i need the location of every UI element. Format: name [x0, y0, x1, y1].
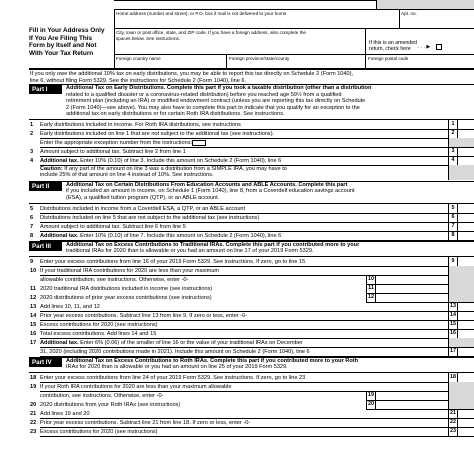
rule: [114, 9, 115, 68]
line-text-bold: Additional tax.: [40, 339, 79, 346]
line-number: 8: [30, 232, 34, 239]
amended-checkbox[interactable]: [436, 44, 442, 50]
line-box-number: 9: [448, 257, 458, 266]
line-box-number: 7: [448, 222, 458, 231]
line-box-number: 1: [448, 120, 458, 129]
amount-field[interactable]: [374, 284, 449, 293]
line-text-bold: Additional tax.: [40, 157, 79, 164]
line-text: 2020 distributions of prior year excess contributions (see instructions): [40, 294, 212, 301]
apt-field[interactable]: [401, 18, 471, 26]
line-text: Additional tax. Enter 6% (0.06) of the smaller of line 16 or the value of your traditional IRAs on December: [40, 339, 303, 346]
line-number: 2: [30, 130, 34, 137]
line-box-number: 4: [448, 156, 458, 165]
line-text: Prior year excess contributions. Subtract line 21 from line 18. If zero or less, enter -0-: [40, 419, 251, 426]
line-text: Early distributions included on line 1 that are not subject to the additional tax (see instructions).: [40, 130, 275, 137]
line-text: allowable contribution, see instructions. Otherwise, enter -0-: [40, 276, 189, 283]
amount-field[interactable]: [457, 329, 474, 338]
line-box-number: 6: [448, 213, 458, 222]
line-text: Early distributions included in income. For Roth IRA distributions, see instructions: [40, 121, 241, 128]
line-number: 9: [30, 258, 34, 265]
line-box-number: 11: [366, 284, 376, 293]
line-box-number: 8: [448, 231, 458, 240]
home-address-field[interactable]: [116, 18, 396, 26]
line-number: 23: [30, 428, 37, 435]
part1-header-line: Additional Tax on Early Distributions. Complete this part if you took a taxable distribution (other than a distribution: [66, 85, 372, 91]
line-text: If your traditional IRA contributions for 2020 are less than your maximum: [40, 267, 220, 274]
line-box-number: 13: [450, 302, 456, 309]
part2-tab: Part II: [29, 182, 62, 191]
foreign-province-label: Foreign province/state/county: [229, 56, 290, 61]
line-text: If your Roth IRA contributions for 2020 are less than your maximum allowable: [40, 383, 232, 390]
amount-field[interactable]: [374, 400, 449, 409]
line-number: 18: [30, 374, 37, 381]
line-box-number: 10: [368, 275, 374, 282]
foreign-country-label: Foreign country name: [116, 56, 161, 61]
line-box-number: 3: [448, 147, 458, 156]
line-box-number: 19: [368, 391, 374, 398]
home-address-label: Home address (number and street), or P.O. box if mail is not delivered to your home: [116, 11, 287, 16]
address-sidebar: [29, 27, 113, 57]
line-box-number: 23: [450, 427, 456, 434]
rule: [29, 119, 474, 120]
amount-field[interactable]: [457, 373, 474, 382]
line-number: 20: [30, 401, 37, 408]
line-number: 11: [30, 285, 36, 292]
line-text: Amount subject to additional tax. Subtract line 6 from line 5: [40, 223, 186, 230]
part1-tab: Part I: [29, 85, 62, 94]
line-text: 31, 2020 (including 2020 contributions made in 2021). Include this amount on Schedule 2 (Form 1040), line 6: [40, 348, 310, 355]
line-number: 19: [30, 383, 37, 390]
line-box-number: 14: [450, 311, 456, 318]
amount-field[interactable]: [374, 275, 449, 284]
amount-field[interactable]: [374, 293, 449, 302]
line-text: Prior year excess contributions. Subtract line 13 from line 9. If zero or less, enter -0-: [40, 312, 248, 319]
line-text: Add lines 19 and 20: [40, 410, 90, 417]
sidebar-line: Form by Itself and Not: [29, 42, 97, 50]
part4-tab: Part IV: [29, 358, 62, 367]
part2-header-line: Additional Tax on Certain Distributions From Education Accounts and ABLE Accounts. Complete this part: [66, 181, 348, 188]
rule: [226, 54, 227, 68]
part4-header-line: Additional Tax on Excess Contributions to Roth IRAs. Complete this part if you contributed more to your Roth: [66, 357, 359, 364]
line-number: 5: [30, 205, 34, 212]
line-number: 6: [30, 214, 34, 221]
rule: [29, 68, 474, 70]
rule: [114, 54, 474, 55]
rule: [29, 372, 474, 373]
rule: [29, 256, 474, 257]
part1-header-line: 2 (Form 1040)—see above). You may also have to complete this part to indicate that you qualify for an exception to the: [66, 104, 360, 111]
intro-line: If you only owe the additional 10% tax on early distributions, you may be able to report this tax directly on Schedule 2 (Form 1040),: [30, 71, 354, 77]
shaded-cell: [377, 0, 474, 9]
line-number: 21: [30, 410, 37, 417]
amount-field[interactable]: [457, 409, 474, 418]
line-box-number: 5: [448, 204, 458, 213]
leader-dots: . . . ▶: [418, 44, 431, 50]
part3-tab: Part III: [29, 242, 62, 251]
rule: [114, 9, 474, 10]
line-number: 13: [30, 303, 37, 310]
line-box-number: 17: [450, 347, 456, 354]
line-number: 15: [30, 321, 37, 328]
city-label-line1: City, town or post office, state, and ZIP code. If you have a foreign address, also complete the: [116, 30, 306, 35]
foreign-postal-field[interactable]: [368, 62, 472, 67]
line-number: 12: [30, 294, 37, 301]
line-text: Enter your excess contributions from line 16 of your 2019 Form 5329. See instructions. If zero, go to line 15: [40, 258, 306, 265]
part1-header-line: retirement plan (including an IRA) or modified endowment contract (unless you are reporting this tax directly on Schedule: [66, 98, 366, 105]
line-number: 3: [30, 148, 34, 155]
line-text: Amount subject to additional tax. Subtract line 2 from line 1: [40, 148, 186, 155]
line-box-number: 18: [450, 373, 456, 380]
amount-field[interactable]: [457, 320, 474, 329]
line-text: Total excess contributions. Add lines 14 and 15: [40, 330, 157, 337]
line-number: 4: [30, 157, 34, 164]
line-box-number: 15: [450, 320, 456, 327]
line-number: 22: [30, 419, 37, 426]
rule: [365, 28, 366, 54]
line-text-bold: Additional tax.: [40, 232, 79, 239]
part2-header-line: if you included an amount in income, on Schedule 1 (Form 1040), line 8, from a Coverdell education savings account: [66, 188, 355, 195]
line-text: Enter the appropriate exception number from the instructions:: [40, 139, 193, 146]
line-box-number: 20: [368, 400, 374, 407]
amount-field[interactable]: [457, 231, 474, 240]
line-text: Additional tax. Enter 10% (0.10) of line 7. Include this amount on Schedule 2 (Form 1040), line 6: [40, 232, 282, 239]
line-number: 14: [30, 312, 37, 319]
amount-field[interactable]: [457, 156, 474, 165]
line-number: 7: [30, 223, 34, 230]
line-box-number: 2: [448, 129, 458, 138]
line-text: Add lines 10, 11, and 12: [40, 303, 100, 310]
amount-field[interactable]: [457, 129, 474, 138]
amount-field[interactable]: [457, 213, 474, 222]
amount-field[interactable]: [457, 147, 474, 156]
line-text: 2020 distributions from your Roth IRAs (see instructions): [40, 401, 181, 408]
line-box-number: 21: [450, 409, 456, 416]
line-text: Distributions included in income from a Coverdell ESA, a QTP, or an ABLE account: [40, 205, 246, 212]
caution-line: include 25% of that amount on line 4 instead of 10%. See instructions.: [40, 172, 214, 179]
sidebar-line: If You Are Filing This: [29, 34, 93, 42]
city-state-zip-field[interactable]: [116, 43, 361, 52]
line-box-number: 12: [368, 293, 374, 300]
rule: [40, 436, 474, 437]
foreign-country-field[interactable]: [116, 62, 224, 67]
line-text: Distributions included on line 5 that are not subject to the additional tax (see instructions): [40, 214, 260, 221]
exception-number-field[interactable]: [192, 140, 206, 146]
caution-bold: Caution:: [40, 165, 63, 172]
line-text: 2020 traditional IRA distributions included in income (see instructions): [40, 285, 213, 292]
amended-label-line2: return, check here: [369, 46, 411, 52]
line-number: 17: [30, 339, 37, 346]
amended-label-line1: If this is an amended: [369, 40, 417, 46]
part1-header-line: related to a qualified disaster or a coronavirus-related distribution) before you reached age 59½ from a qualified: [66, 91, 342, 98]
rule: [114, 28, 474, 29]
line-number: 1: [30, 121, 34, 128]
line-number: 16: [30, 330, 37, 337]
amount-field[interactable]: [457, 427, 474, 436]
rule: [365, 54, 366, 68]
sidebar-line: Fill in Your Address Only: [29, 27, 105, 34]
line-box-number: 16: [450, 329, 456, 336]
intro-line: line 6, without filing Form 5329. See the instructions for Schedule 2 (Form 1040), line 6.: [30, 77, 247, 84]
city-label-line2: spaces below. See instructions.: [116, 36, 181, 41]
rule: [29, 203, 474, 204]
amount-field[interactable]: [374, 391, 449, 400]
line-text: Additional tax. Enter 10% (0.10) of line 3. Include this amount on Schedule 2 (Form 1040), line 6: [40, 157, 282, 164]
part3-header-line: traditional IRAs for 2020 than is allowable or you had an amount on line 17 of your 2019 Form 5329.: [66, 248, 314, 255]
amount-field[interactable]: [457, 418, 474, 427]
line-number: 10: [30, 267, 37, 274]
amount-field[interactable]: [457, 311, 474, 320]
amount-field[interactable]: [457, 120, 474, 129]
amount-field[interactable]: [457, 204, 474, 213]
foreign-postal-label: Foreign postal code: [368, 56, 409, 61]
caution-line: Caution: If any part of the amount on line 3 was a distribution from a SIMPLE IRA, you may have to: [40, 165, 287, 172]
part2-header-line: (ESA), a qualified tuition program (QTP), or an ABLE account.: [66, 194, 220, 201]
line-text: Excess contributions for 2020 (see instructions): [40, 428, 158, 435]
amount-field[interactable]: [457, 222, 474, 231]
line-text: Excess contributions for 2020 (see instructions): [40, 321, 158, 328]
amount-field[interactable]: [457, 302, 474, 311]
amount-field[interactable]: [457, 347, 474, 356]
part1-header-line: additional tax on early distributions or for certain Roth IRA distributions. See instructions.: [66, 111, 285, 118]
apt-label: Apt. no.: [401, 11, 417, 16]
intro-text: [30, 71, 353, 84]
part4-header-line: IRAs for 2020 than is allowable or you had an amount on line 25 of your 2019 Form 5329.: [66, 364, 288, 371]
part3-header-line: Additional Tax on Excess Contributions to Traditional IRAs. Complete this part if you contributed more to your: [66, 241, 360, 248]
foreign-province-field[interactable]: [229, 62, 363, 67]
rule: [399, 9, 400, 28]
sidebar-line: With Your Tax Return: [29, 49, 94, 57]
amount-field[interactable]: [457, 257, 474, 266]
shaded-cell: [448, 165, 474, 180]
line-text: Enter your excess contributions from line 24 of your 2019 Form 5329. See instructions. If zero, go to line 23: [40, 374, 306, 381]
line-box-number: 22: [450, 418, 456, 425]
line-text: contribution, see instructions. Otherwise, enter -0-: [40, 392, 164, 399]
